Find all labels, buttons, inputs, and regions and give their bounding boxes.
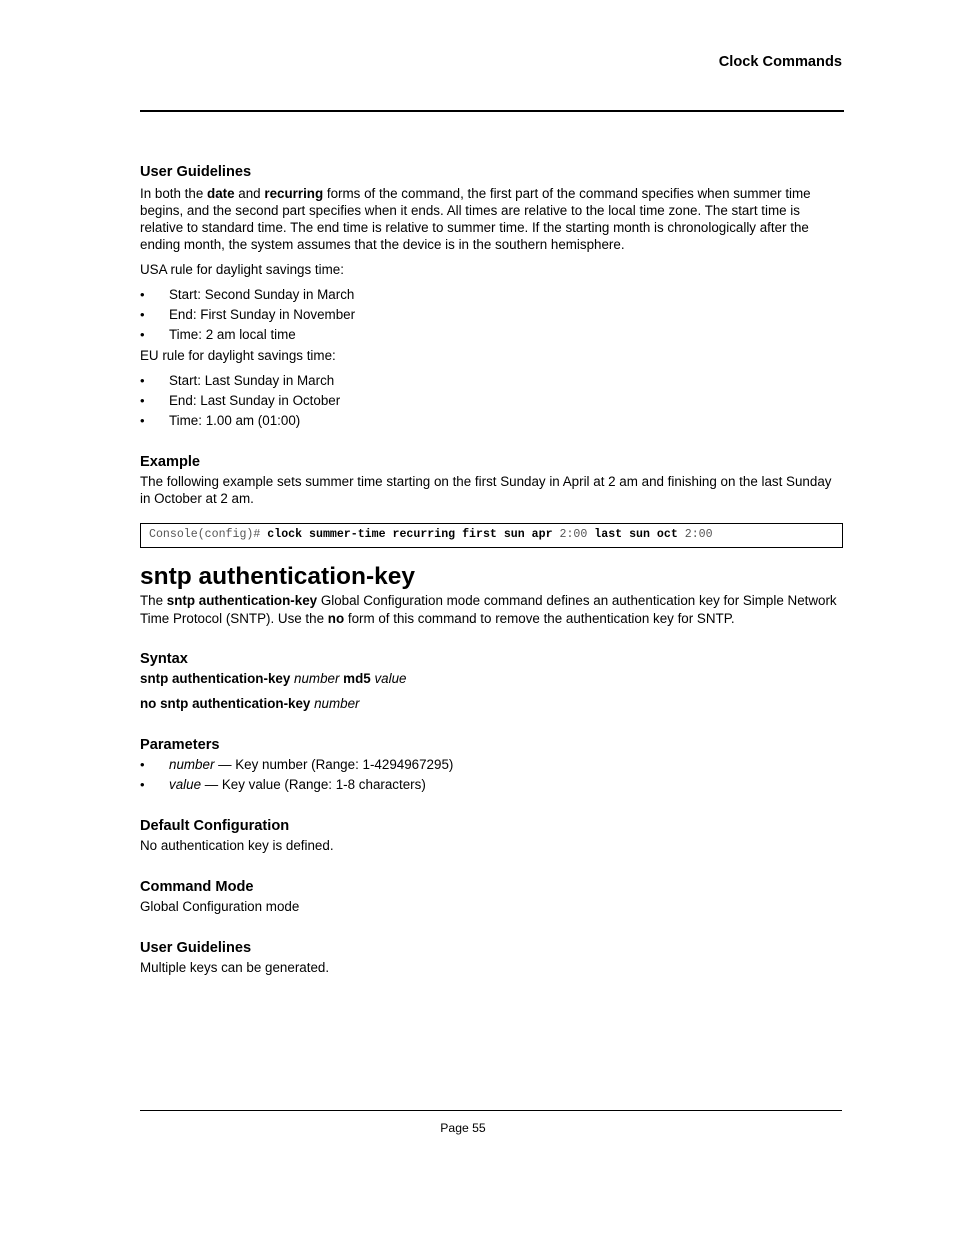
section-heading-parameters: Parameters bbox=[140, 737, 220, 753]
example-text: The following example sets summer time starting on the first Sunday in April at 2 am and finishing on the last Sunday in October at 2 am. bbox=[140, 474, 832, 506]
code-command: last sun oct bbox=[587, 528, 685, 541]
bold-term: no bbox=[327, 611, 345, 626]
usa-rule-intro: USA rule for daylight savings time: bbox=[140, 262, 344, 277]
syntax-keyword: no sntp authentication-key bbox=[140, 696, 311, 711]
text-run: Global Configuration mode command defines an authentication key for Simple Network Time Protocol (SNTP). Use the bbox=[140, 593, 837, 626]
text-run: The bbox=[140, 593, 167, 608]
bold-term-recurring: recurring bbox=[264, 186, 324, 201]
list-item-text: Time: 2 am local time bbox=[169, 327, 296, 342]
guidelines-paragraph bbox=[140, 185, 843, 253]
syntax-keyword: sntp authentication-key bbox=[140, 671, 291, 686]
usa-rule-list bbox=[140, 286, 843, 343]
code-value: 2:00 bbox=[559, 528, 588, 541]
command-intro bbox=[140, 592, 843, 628]
section-heading-example: Example bbox=[140, 454, 201, 470]
section-heading-user-guidelines: User Guidelines bbox=[140, 164, 252, 180]
code-value: 2:00 bbox=[684, 528, 713, 541]
text-run: form of this command to remove the authentication key for SNTP. bbox=[344, 611, 735, 626]
section-heading-syntax: Syntax bbox=[140, 651, 188, 667]
bold-term-date: date bbox=[207, 186, 235, 201]
syntax-line bbox=[140, 695, 843, 712]
syntax-argument: value bbox=[374, 671, 407, 686]
header-rule bbox=[140, 110, 844, 112]
list-item bbox=[140, 286, 843, 303]
list-item bbox=[140, 392, 843, 409]
bullet-icon: • bbox=[140, 373, 145, 388]
list-item-text: End: First Sunday in November bbox=[169, 307, 356, 322]
bullet-icon: • bbox=[140, 393, 145, 408]
document-page bbox=[140, 0, 843, 1235]
parameters-list bbox=[140, 756, 843, 793]
list-item bbox=[140, 326, 843, 343]
bullet-icon: • bbox=[140, 327, 145, 342]
eu-rule-intro: EU rule for daylight savings time: bbox=[140, 348, 336, 363]
list-item bbox=[140, 756, 843, 773]
syntax-argument: number bbox=[294, 671, 340, 686]
user-guidelines-text: Multiple keys can be generated. bbox=[140, 960, 330, 975]
list-item bbox=[140, 412, 843, 429]
list-item-text: Start: Second Sunday in March bbox=[169, 287, 355, 302]
list-item bbox=[140, 306, 843, 323]
console-prompt: Console(config)# bbox=[149, 528, 268, 541]
code-command: clock summer-time recurring first sun apr bbox=[267, 528, 560, 541]
page-content bbox=[140, 163, 843, 976]
syntax-line bbox=[140, 670, 843, 687]
bullet-icon: • bbox=[140, 287, 145, 302]
syntax-keyword: md5 bbox=[343, 671, 371, 686]
page-number: Page 55 bbox=[440, 1121, 486, 1135]
section-heading-user-guidelines: User Guidelines bbox=[140, 940, 252, 956]
command-title: sntp authentication-key bbox=[140, 563, 415, 590]
list-item bbox=[140, 776, 843, 793]
bullet-icon: • bbox=[140, 307, 145, 322]
text-run: and bbox=[234, 186, 265, 201]
section-heading-command-mode: Command Mode bbox=[140, 879, 254, 895]
list-item-text: Time: 1.00 am (01:00) bbox=[169, 413, 301, 428]
parameter-name: value bbox=[169, 777, 202, 792]
command-mode-text: Global Configuration mode bbox=[140, 899, 300, 914]
eu-rule-list bbox=[140, 372, 843, 429]
list-item bbox=[140, 372, 843, 389]
text-run: In both the bbox=[140, 186, 208, 201]
parameter-name: number bbox=[169, 757, 215, 772]
parameter-description: — Key number (Range: 1-4294967295) bbox=[214, 757, 454, 772]
bullet-icon: • bbox=[140, 777, 145, 792]
parameter-description: — Key value (Range: 1-8 characters) bbox=[201, 777, 426, 792]
text-run: forms of the command, the first part of the command specifies when summer time begins, and the second part specifies when it ends. All times are relative to the local time zone. The start time is relative to standard time. The end time is relative to summer time. If the starting month is chronologically after the ending month, the system assumes that the device is in the southern hemisphere. bbox=[140, 186, 811, 252]
running-header: Clock Commands bbox=[718, 54, 842, 70]
list-item-text: End: Last Sunday in October bbox=[169, 393, 341, 408]
bullet-icon: • bbox=[140, 413, 145, 428]
section-heading-default-configuration: Default Configuration bbox=[140, 818, 290, 834]
code-example bbox=[140, 523, 843, 548]
list-item-text: Start: Last Sunday in March bbox=[169, 373, 335, 388]
syntax-argument: number bbox=[314, 696, 360, 711]
bullet-icon: • bbox=[140, 757, 145, 772]
bold-term: sntp authentication-key bbox=[166, 593, 318, 608]
footer-rule bbox=[140, 1110, 842, 1111]
default-configuration-text: No authentication key is defined. bbox=[140, 838, 334, 853]
